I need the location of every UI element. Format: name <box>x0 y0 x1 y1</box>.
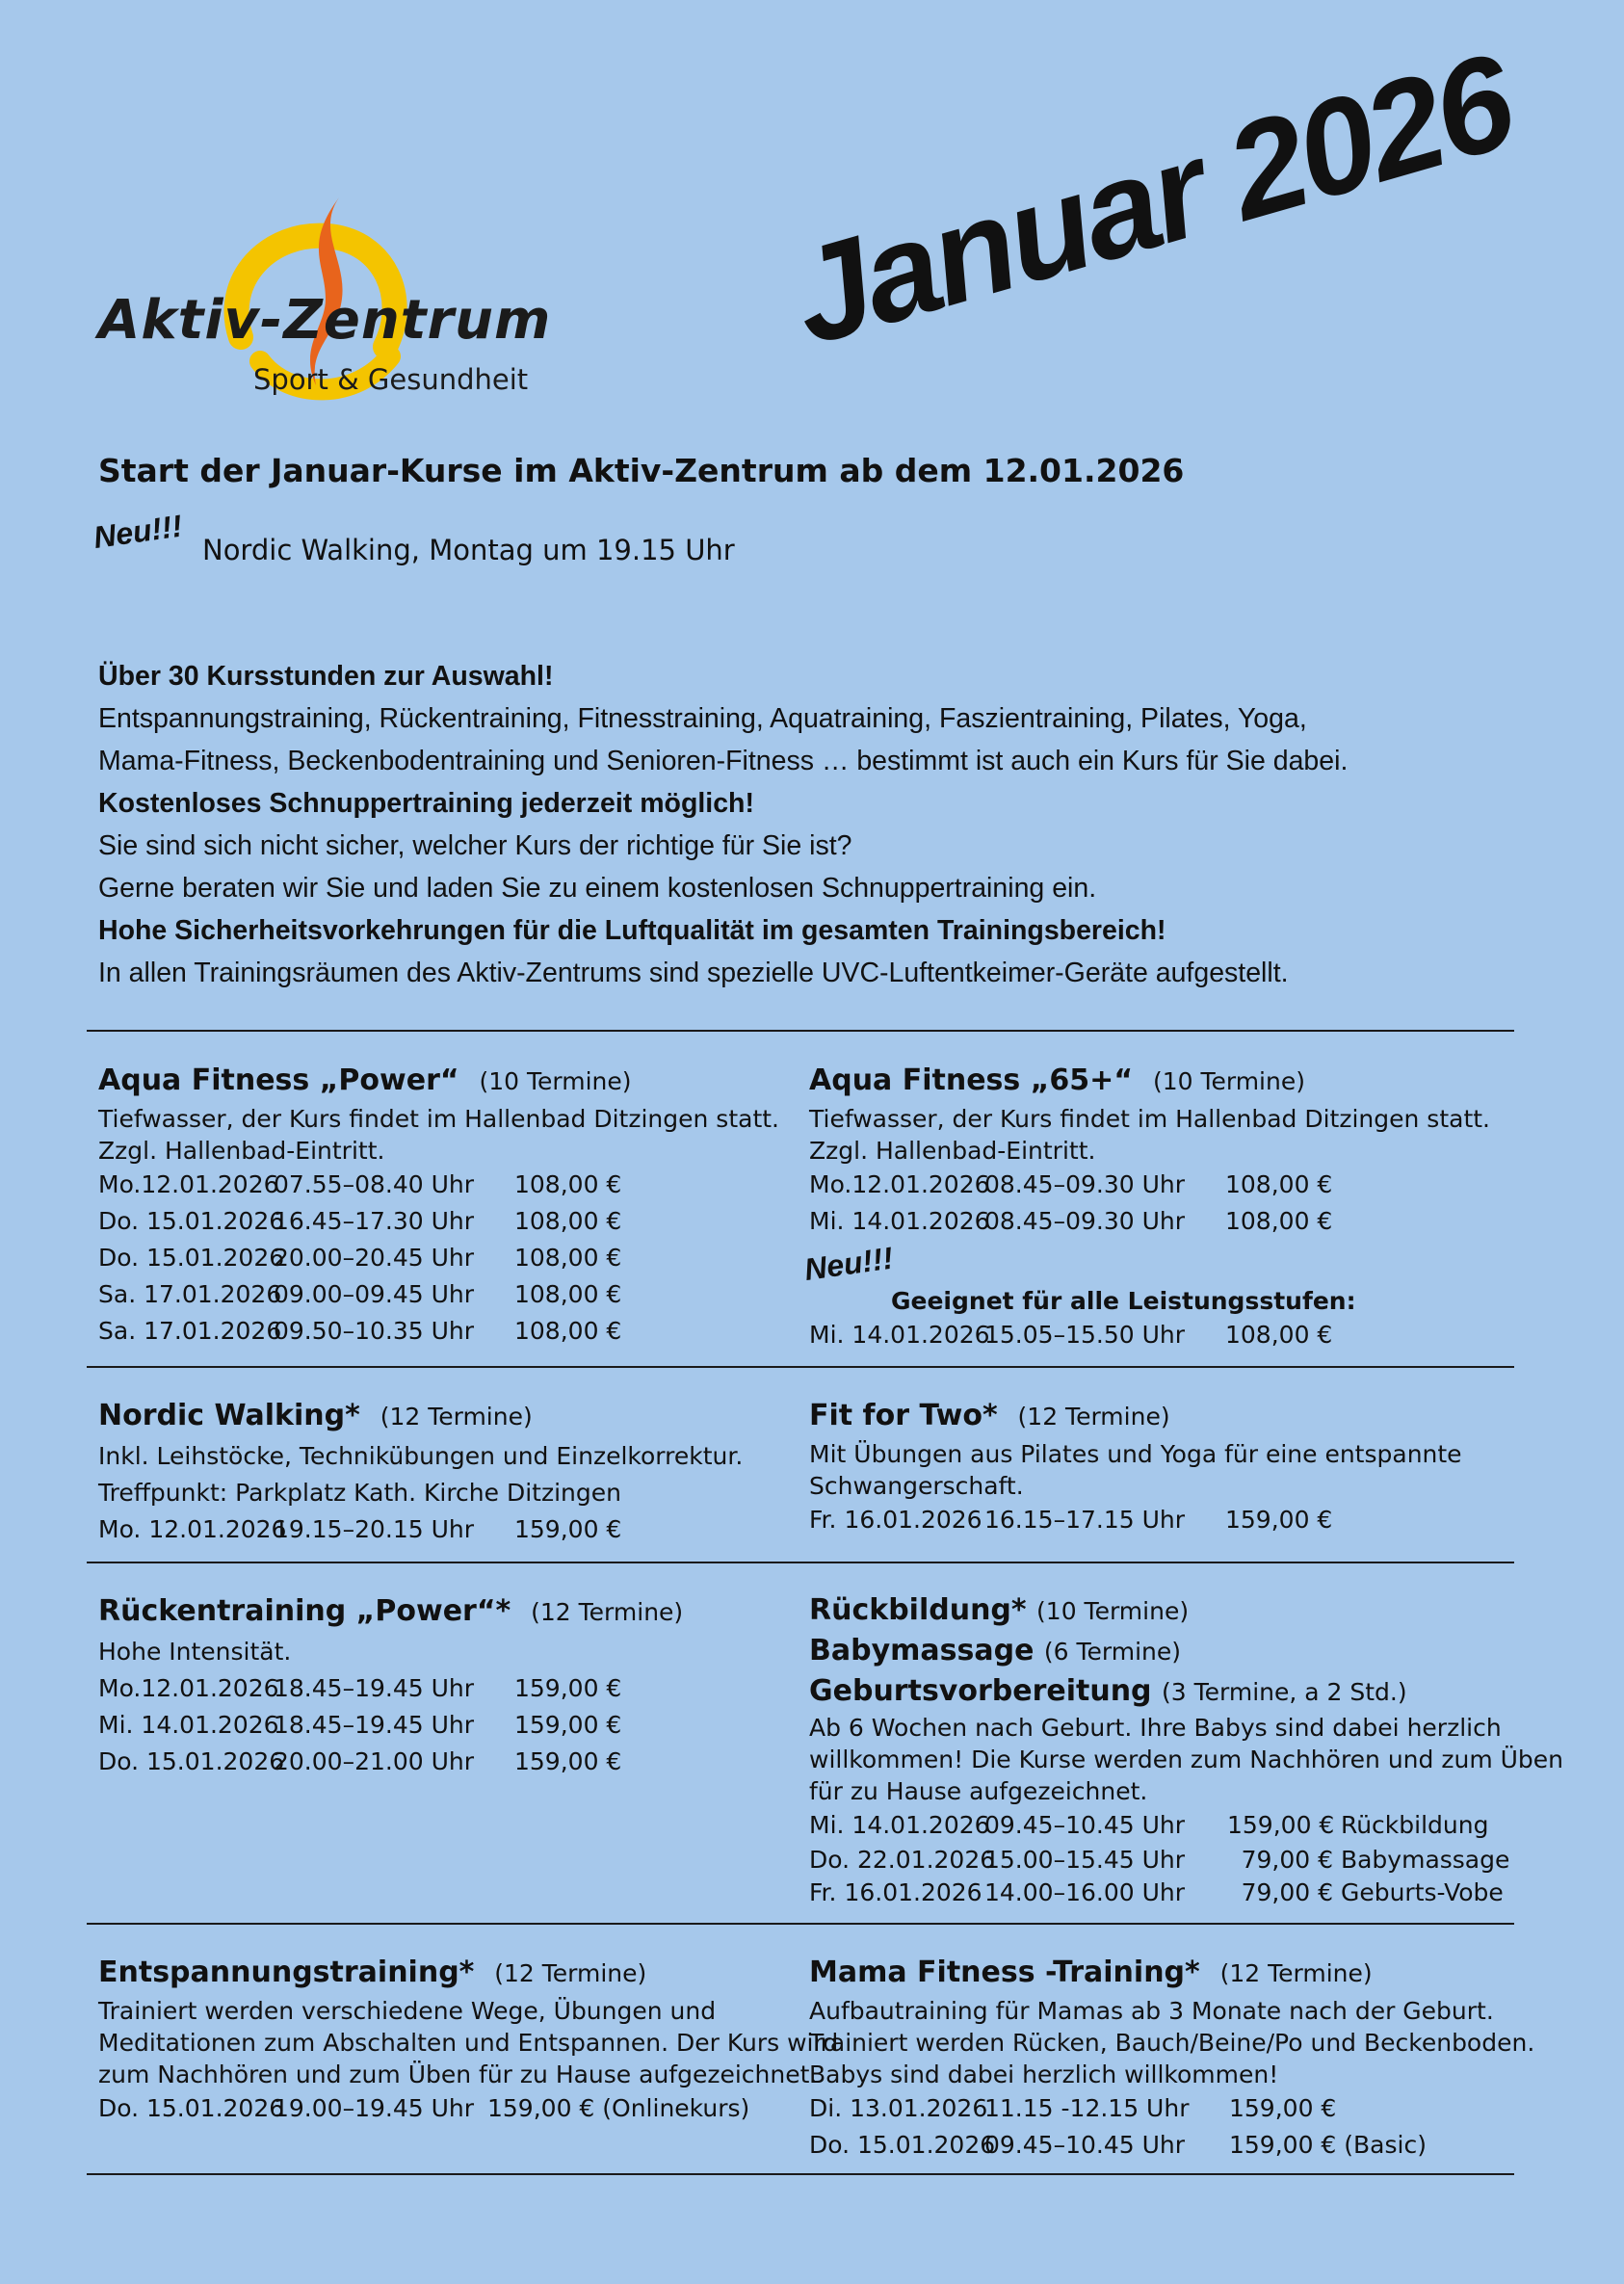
divider <box>87 2173 1514 2175</box>
date: Sa. 17.01.2026 <box>98 1280 282 1308</box>
date: Fr. 16.01.2026 <box>809 1506 982 1534</box>
date: Mo.12.01.2026 <box>809 1170 990 1198</box>
course-terms: (3 Termine, a 2 Std.) <box>1162 1678 1407 1706</box>
date: Do. 15.01.2026 <box>98 1244 285 1272</box>
price: 79,00 € <box>1241 1846 1333 1874</box>
schedule-row <box>809 1167 1490 1203</box>
course-name: Rückbildung* <box>809 1593 1027 1627</box>
time: 07.55–08.40 Uhr <box>274 1170 475 1198</box>
time: 18.45–19.45 Uhr <box>274 1674 475 1702</box>
course-name: Aqua Fitness „Power“ <box>98 1063 459 1097</box>
course-desc: Treffpunkt: Parkplatz Kath. Kirche Ditzingen <box>98 1479 621 1507</box>
course-nordic-walking <box>98 1395 743 1548</box>
course-aqua-65 <box>809 1060 1490 1240</box>
date: Mo. 12.01.2026 <box>98 1515 287 1543</box>
course-desc: Zzgl. Hallenbad-Eintritt. <box>98 1137 385 1165</box>
course-desc: für zu Hause aufgezeichnet. <box>809 1777 1148 1805</box>
schedule-row <box>809 1807 1563 1843</box>
course-mama-fitness <box>809 1952 1534 2164</box>
course-label: Geburts-Vobe <box>1340 1878 1504 1906</box>
date: Fr. 16.01.2026 <box>809 1878 982 1906</box>
course-title <box>809 1631 1563 1671</box>
time: 15.00–15.45 Uhr <box>984 1846 1186 1874</box>
date: Mi. 14.01.2026 <box>809 1321 990 1349</box>
course-title <box>98 1952 838 1995</box>
intro-line: Sie sind sich nicht sicher, welcher Kurs der richtige für Sie ist? <box>98 830 852 861</box>
price: 108,00 € <box>514 1207 622 1235</box>
price: 159,00 € <box>514 1711 622 1739</box>
price: 108,00 € <box>514 1170 622 1198</box>
course-desc: Ab 6 Wochen nach Geburt. Ihre Babys sind dabei herzlich <box>809 1714 1502 1742</box>
course-desc: Tiefwasser, der Kurs findet im Hallenbad Ditzingen statt. <box>98 1105 780 1133</box>
price: 108,00 € <box>1225 1170 1333 1198</box>
intro-line: Mama-Fitness, Beckenbodentraining und Senioren-Fitness … bestimmt ist auch ein Kurs für Sie dabei. <box>98 746 1349 776</box>
course-title <box>809 1060 1490 1103</box>
divider <box>87 1366 1514 1368</box>
price: 159,00 € <box>1225 1506 1333 1534</box>
course-desc: Tiefwasser, der Kurs findet im Hallenbad Ditzingen statt. <box>809 1105 1491 1133</box>
course-terms: (10 Termine) <box>479 1067 632 1095</box>
course-aqua-power <box>98 1060 779 1350</box>
divider <box>87 1562 1514 1563</box>
intro-line: Gerne beraten wir Sie und laden Sie zu einem kostenlosen Schnuppertraining ein. <box>98 873 1097 904</box>
schedule-row <box>98 1511 743 1548</box>
time: 14.00–16.00 Uhr <box>984 1878 1186 1906</box>
course-terms: (12 Termine) <box>1017 1403 1170 1431</box>
logo-tagline: Sport & Gesundheit <box>253 363 529 396</box>
course-rueckbildung <box>809 1590 1563 1909</box>
schedule-row <box>98 1670 683 1707</box>
course-title <box>98 1395 743 1438</box>
price: 159,00 € (Onlinekurs) <box>487 2094 750 2122</box>
course-desc: Hohe Intensität. <box>98 1638 292 1666</box>
intro-text <box>98 655 1524 994</box>
time: 16.45–17.30 Uhr <box>274 1207 475 1235</box>
schedule-row <box>809 1317 1332 1353</box>
course-title <box>809 1395 1462 1438</box>
schedule-row <box>98 1203 779 1240</box>
course-desc: willkommen! Die Kurse werden zum Nachhören und zum Üben <box>809 1746 1564 1773</box>
time: 20.00–20.45 Uhr <box>274 1244 475 1272</box>
course-title <box>809 1671 1563 1712</box>
new-badge: Neu!!! <box>91 508 185 556</box>
level-note: Geeignet für alle Leistungsstufen: <box>891 1287 1356 1315</box>
schedule-row <box>98 1313 779 1350</box>
schedule-row <box>98 1276 779 1313</box>
time: 20.00–21.00 Uhr <box>274 1747 475 1775</box>
time: 09.45–10.45 Uhr <box>984 2131 1186 2159</box>
price: 108,00 € <box>514 1317 622 1345</box>
price: 159,00 € <box>514 1747 622 1775</box>
schedule-row <box>809 1203 1490 1240</box>
course-desc: Zzgl. Hallenbad-Eintritt. <box>809 1137 1096 1165</box>
intro-line: In allen Trainingsräumen des Aktiv-Zentrums sind spezielle UVC-Luftentkeimer-Geräte aufgestellt. <box>98 958 1289 988</box>
date: Mi. 14.01.2026 <box>98 1711 279 1739</box>
date: Do. 15.01.2026 <box>98 1207 285 1235</box>
course-desc: zum Nachhören und zum Üben für zu Hause aufgezeichnet. <box>98 2061 818 2088</box>
time: 09.50–10.35 Uhr <box>274 1317 475 1345</box>
time: 11.15 -12.15 Uhr <box>984 2094 1190 2122</box>
course-rueckentraining <box>98 1590 683 1780</box>
course-desc: Inkl. Leihstöcke, Technikübungen und Einzelkorrektur. <box>98 1442 744 1470</box>
divider <box>87 1030 1514 1032</box>
course-name: Mama Fitness -Training* <box>809 1956 1200 1989</box>
headline: Start der Januar-Kurse im Aktiv-Zentrum ab dem 12.01.2026 <box>98 452 1185 489</box>
intro-line: Entspannungstraining, Rückentraining, Fitnesstraining, Aquatraining, Faszientraining, Pilates, Yoga, <box>98 703 1307 734</box>
date: Do. 15.01.2026 <box>809 2131 996 2159</box>
price: 108,00 € <box>514 1280 622 1308</box>
schedule-row <box>809 1502 1462 1538</box>
course-desc: Schwangerschaft. <box>809 1472 1024 1500</box>
schedule-row <box>98 1167 779 1203</box>
time: 08.45–09.30 Uhr <box>984 1207 1186 1235</box>
date: Mi. 14.01.2026 <box>809 1207 990 1235</box>
course-label: Babymassage <box>1340 1846 1510 1874</box>
schedule-row <box>809 1843 1563 1877</box>
intro-line: Hohe Sicherheitsvorkehrungen für die Luftqualität im gesamten Trainingsbereich! <box>98 915 1166 946</box>
time: 09.00–09.45 Uhr <box>274 1280 475 1308</box>
new-course-note: Nordic Walking, Montag um 19.15 Uhr <box>202 534 735 566</box>
time: 16.15–17.15 Uhr <box>984 1506 1186 1534</box>
course-entspannung <box>98 1952 838 2127</box>
course-title <box>98 1060 779 1103</box>
time: 19.15–20.15 Uhr <box>274 1515 475 1543</box>
date: Sa. 17.01.2026 <box>98 1317 282 1345</box>
month-title: Januar 2026 <box>775 24 1527 374</box>
course-name: Aqua Fitness „65+“ <box>809 1063 1134 1097</box>
course-terms: (12 Termine) <box>494 1959 647 1987</box>
course-terms: (12 Termine) <box>380 1403 533 1431</box>
divider <box>87 1923 1514 1925</box>
price: 108,00 € <box>514 1244 622 1272</box>
date: Do. 15.01.2026 <box>98 1747 285 1775</box>
schedule-row <box>98 1240 779 1276</box>
course-terms: (12 Termine) <box>531 1598 684 1626</box>
course-desc: Mit Übungen aus Pilates und Yoga für eine entspannte <box>809 1440 1462 1468</box>
course-terms: (6 Termine) <box>1043 1638 1182 1666</box>
date: Do. 15.01.2026 <box>98 2094 285 2122</box>
time: 19.00–19.45 Uhr <box>274 2094 475 2122</box>
price: 159,00 € <box>1227 1811 1335 1839</box>
schedule-row <box>98 2090 838 2127</box>
new-badge: Neu!!! <box>801 1240 896 1288</box>
price: 159,00 € <box>1229 2094 1337 2122</box>
course-title <box>809 1952 1534 1995</box>
price: 79,00 € <box>1241 1878 1333 1906</box>
schedule-row <box>809 2090 1534 2127</box>
course-title <box>809 1590 1563 1631</box>
intro-line: Kostenloses Schnuppertraining jederzeit möglich! <box>98 788 754 819</box>
course-name: Geburtsvorbereitung <box>809 1674 1152 1708</box>
price: 159,00 € (Basic) <box>1229 2131 1427 2159</box>
course-name: Rückentraining „Power“* <box>98 1594 511 1628</box>
intro-line: Über 30 Kursstunden zur Auswahl! <box>98 661 554 692</box>
date: Mo.12.01.2026 <box>98 1674 279 1702</box>
logo-name: Aktiv-Zentrum <box>98 289 552 352</box>
course-terms: (12 Termine) <box>1219 1959 1373 1987</box>
time: 15.05–15.50 Uhr <box>984 1321 1186 1349</box>
course-name: Entspannungstraining* <box>98 1956 475 1989</box>
course-desc: Trainiert werden Rücken, Bauch/Beine/Po und Beckenboden. <box>809 2029 1535 2057</box>
price: 159,00 € <box>514 1674 622 1702</box>
course-name: Fit for Two* <box>809 1399 998 1432</box>
course-desc: Aufbautraining für Mamas ab 3 Monate nach der Geburt. <box>809 1997 1494 2025</box>
schedule-row <box>809 2127 1534 2164</box>
price: 108,00 € <box>1225 1321 1333 1349</box>
date: Di. 13.01.2026 <box>809 2094 988 2122</box>
course-label: Rückbildung <box>1340 1811 1489 1839</box>
schedule-row <box>98 1707 683 1744</box>
course-desc: Babys sind dabei herzlich willkommen! <box>809 2061 1279 2088</box>
time: 18.45–19.45 Uhr <box>274 1711 475 1739</box>
schedule-row <box>98 1744 683 1780</box>
price: 108,00 € <box>1225 1207 1333 1235</box>
course-fit-for-two <box>809 1395 1462 1538</box>
schedule-row <box>809 1877 1563 1909</box>
date: Mi. 14.01.2026 <box>809 1811 990 1839</box>
course-desc: Meditationen zum Abschalten und Entspannen. Der Kurs wird <box>98 2029 839 2057</box>
course-terms: (10 Termine) <box>1152 1067 1305 1095</box>
time: 08.45–09.30 Uhr <box>984 1170 1186 1198</box>
date: Mo.12.01.2026 <box>98 1170 279 1198</box>
course-name: Nordic Walking* <box>98 1399 360 1432</box>
price: 159,00 € <box>514 1515 622 1543</box>
date: Do. 22.01.2026 <box>809 1846 996 1874</box>
course-title <box>98 1590 683 1634</box>
course-terms: (10 Termine) <box>1036 1597 1190 1625</box>
course-desc: Trainiert werden verschiedene Wege, Übungen und <box>98 1997 717 2025</box>
course-name: Babymassage <box>809 1634 1035 1667</box>
time: 09.45–10.45 Uhr <box>984 1811 1186 1839</box>
